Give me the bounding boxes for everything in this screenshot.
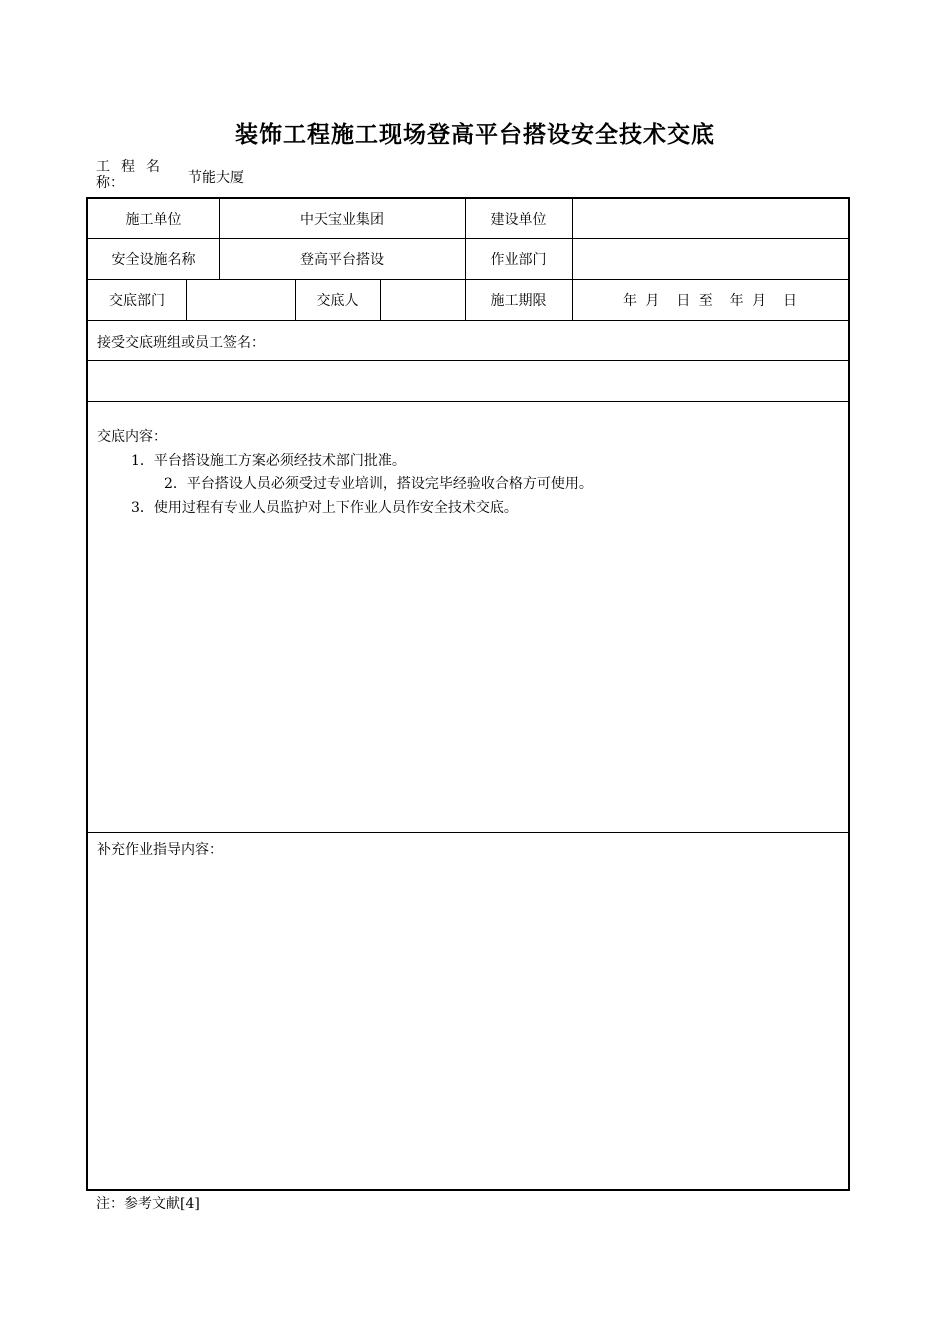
construction-period-label: 施工期限: [490, 292, 547, 309]
row-divider: [88, 832, 848, 833]
handover-dept-value: [186, 279, 295, 320]
row-divider: [88, 320, 848, 321]
row-divider: [88, 401, 848, 402]
content-item-2: 2．平台搭设人员必须受过专业培训，搭设完毕经验收合格方可使用。: [164, 476, 593, 492]
signature-area: [88, 360, 848, 401]
handover-form-table: [86, 197, 850, 1191]
project-name-label: [96, 159, 176, 191]
signature-label: 接受交底班组或员工签名：: [97, 335, 265, 351]
footnote: 注：参考文献[4]: [96, 1196, 200, 1212]
handover-dept-label: 交底部门: [109, 292, 165, 309]
build-unit-label: 建设单位: [490, 211, 547, 228]
document-title: 装饰工程施工现场登高平台搭设安全技术交底: [235, 121, 715, 148]
work-dept-value: [572, 238, 848, 279]
facility-name-label: 安全设施名称: [111, 251, 196, 268]
project-name-value: 节能大厦: [188, 170, 244, 186]
build-unit-value: [572, 199, 848, 238]
project-name-label-line2: 称：: [96, 175, 124, 191]
content-label: 交底内容：: [97, 429, 167, 445]
work-dept-label: 作业部门: [490, 251, 547, 268]
content-item-1: 1．平台搭设施工方案必须经技术部门批准。: [131, 453, 406, 469]
construction-unit-value: 中天宝业集团: [300, 211, 384, 228]
project-name-label-line1: 工程名: [96, 159, 171, 175]
supplement-label: 补充作业指导内容：: [97, 842, 223, 858]
handover-person-label: 交底人: [316, 292, 359, 309]
content-item-3: 3．使用过程有专业人员监护对上下作业人员作安全技术交底。: [131, 500, 518, 516]
handover-person-value: [380, 279, 465, 320]
facility-name-value: 登高平台搭设: [300, 251, 384, 268]
construction-unit-label: 施工单位: [125, 211, 182, 228]
construction-period-value: 年 月 日 至 年 月 日: [622, 292, 798, 309]
